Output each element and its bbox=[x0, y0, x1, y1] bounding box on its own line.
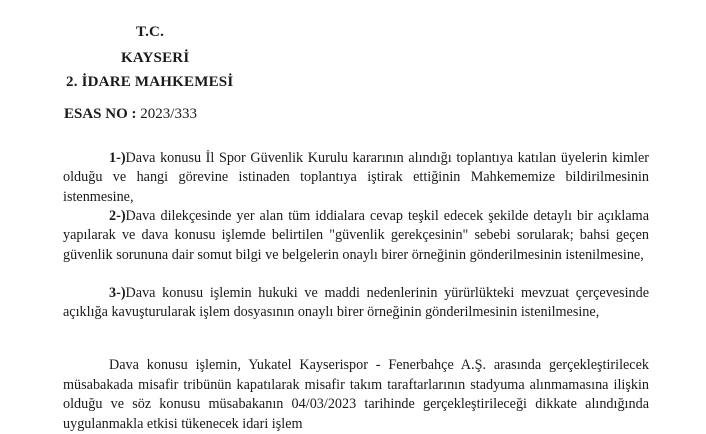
case-number bbox=[64, 106, 197, 123]
item-text: Dava konusu işlemin hukuki ve maddi nedenlerinin yürürlükteki mevzuat çerçevesinde açıklığa kavuşturularak işlem dosyasının onaylı birer örneğinin gönderilmesinin istenilmesine, bbox=[63, 285, 649, 321]
item-number: 1-) bbox=[109, 150, 126, 166]
item-text: Dava konusu İl Spor Güvenlik Kurulu kararının alındığı toplantıya katılan üyelerin kimler olduğu ve hangi görevine istinaden toplantıya iştirak ettiğinin Mahkememize bildirilmesinin istenmesine, bbox=[63, 150, 649, 205]
case-number-label: ESAS NO : bbox=[64, 106, 137, 122]
header-court: 2. İDARE MAHKEMESİ bbox=[66, 74, 234, 90]
item-number: 2-) bbox=[109, 208, 126, 224]
item-1 bbox=[63, 149, 649, 207]
item-number: 3-) bbox=[109, 285, 126, 301]
body-paragraph-text: Dava konusu işlemin, Yukatel Kayserispor - Fenerbahçe A.Ş. arasında gerçekleştirilecek müsabakada misafir tribünün kapatılarak misafir takım taraftarlarının stadyuma alınmamasına ilişkin olduğu ve söz konusu müsabakanın 04/03/2023 tarihinde gerçekleştirileceği dikkate alındığında uygulanmakla etkisi tükenecek idari işlem bbox=[63, 357, 649, 432]
item-3 bbox=[63, 284, 649, 323]
header-tc: T.C. bbox=[136, 24, 165, 40]
header-city: KAYSERİ bbox=[121, 50, 190, 66]
item-2 bbox=[63, 207, 649, 265]
body-paragraph bbox=[63, 356, 649, 434]
case-number-value: 2023/333 bbox=[136, 106, 197, 122]
item-text: Dava dilekçesinde yer alan tüm iddialara cevap teşkil edecek şekilde detaylı bir açıklama yapılarak ve dava konusu işlemde belirtilen "güvenlik gerekçesinin" sebebi sorularak; bahsi geçen güvenlik sorununa dair somut bilgi ve belgelerin onaylı birer örneğinin gönderilmesinin istenilmesine, bbox=[63, 208, 649, 263]
